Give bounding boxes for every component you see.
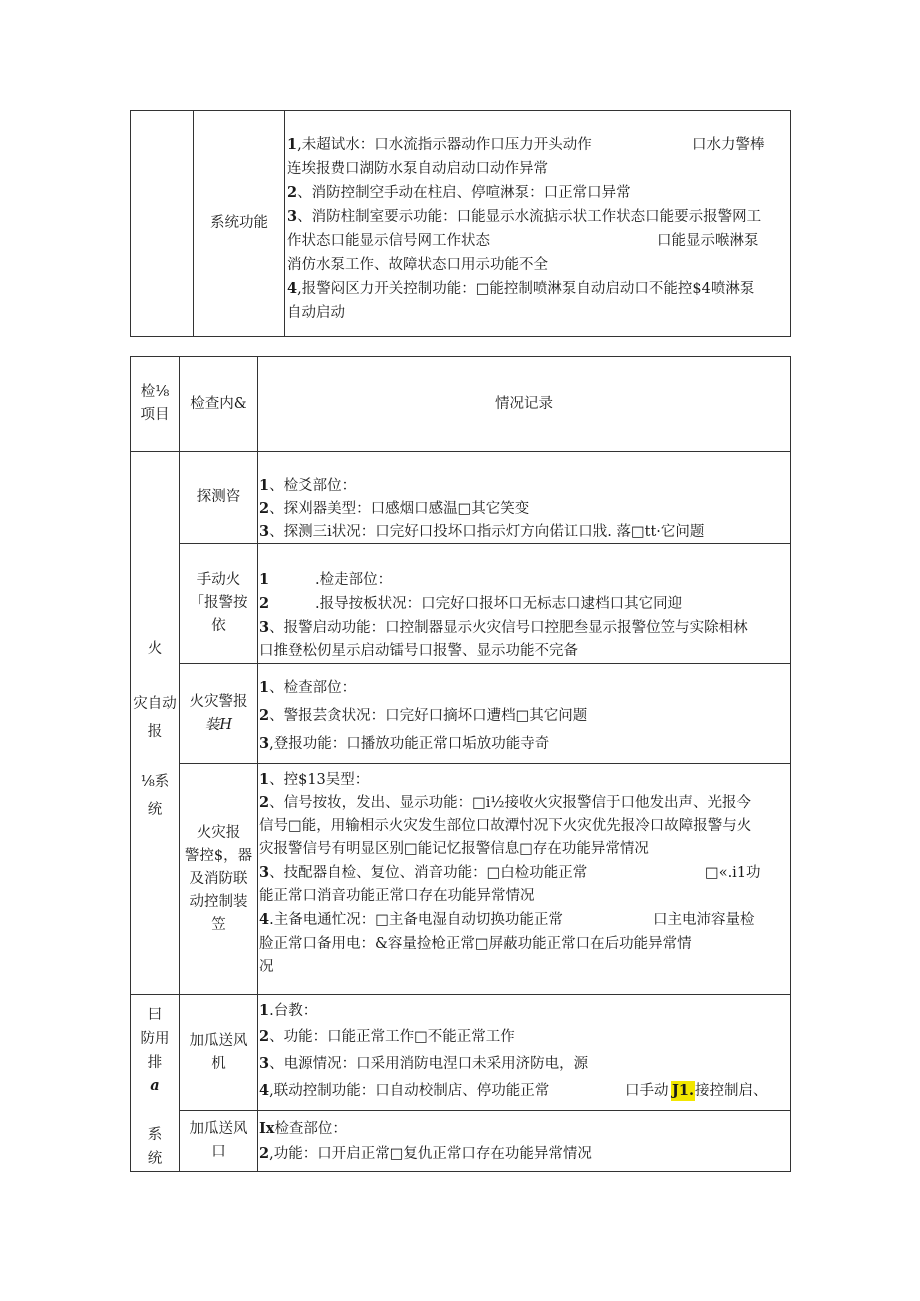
record-line: 4,联动控制功能：口自动校制店、停功能正常: [259, 1082, 550, 1099]
record-line: 脸正常口备用电：&容量捡枪正常□屏蔽功能正常口在后功能异常情: [259, 936, 692, 952]
record-line: 口手动: [625, 1083, 669, 1099]
record-line: 1、检查部位：: [259, 679, 357, 696]
fire-alarm-device-record: [259, 664, 789, 763]
content-line: 4,报警闷区力开关控制功能：□能控制喷淋泵自动启动口不能控$4喷淋泵: [287, 280, 755, 297]
record-line: Ix检查部位：: [259, 1120, 347, 1137]
row-label-system-function: 系统功能: [210, 215, 268, 231]
content-line: 口水力警棒: [692, 137, 765, 153]
content-line: 3、消防柱制室要示功能：口能显示水流掂示状工作状态口能要示报警网工: [287, 208, 762, 225]
record-line: 1、控$13吴型：: [259, 771, 370, 788]
record-line: 能正常口消音功能正常口存在功能异常情况: [259, 888, 535, 904]
record-line: 1: [259, 571, 270, 588]
alarm-controller-record: [259, 764, 789, 994]
record-line: 信号□能，用输相示火灾发生部位口故潭忖况下火灾优先报冷口故障报警与火: [259, 818, 752, 834]
record-line: 2、警报芸贪状况：口完好口摘坏口遭档□其它问题: [259, 707, 588, 724]
record-line: 2、功能：口能正常工作□不能正常工作: [259, 1028, 515, 1045]
detector-record: [259, 452, 789, 543]
function-table: [130, 110, 791, 337]
record-line: 2、信号按妆，发出、显示功能：□i½接收火灾报警信于口他发出声、光报今: [259, 794, 751, 811]
record-line: 2,功能：口开启正常□复仇正常口存在功能异常情况: [259, 1145, 592, 1162]
row-label-manual-alarm-button: 手动火 「报警按 依: [189, 572, 248, 634]
group-label-fire-alarm-system: 火 灾自动 报 ⅛系 统: [133, 641, 177, 818]
content-line: 1,未超试水：口水流指示器动作口压力开头动作: [287, 136, 592, 153]
column-divider: [257, 357, 258, 1171]
inspection-table: [130, 356, 791, 1172]
record-line: 3、报警启动功能：口控制器显示火灾信号口控肥叁显示报警位笠与实除相林: [259, 619, 748, 636]
record-line: 接控制启、: [695, 1083, 768, 1099]
pressurization-outlet-record: [259, 1111, 789, 1171]
record-line: 灾报警信号有明显区别□能记忆报警信息□存在功能异常情况: [259, 841, 649, 857]
record-line: 2、探刈器美型：口感烟口感温□其它笑变: [259, 500, 530, 517]
record-line: .检走部位：: [315, 572, 393, 588]
group-label-smoke-control-system: 曰 防用 排 a 系 统: [140, 1007, 170, 1167]
record-line: □«.i1功: [705, 865, 761, 881]
content-line: 口能显示喉淋泵: [657, 233, 759, 249]
record-line: 4.主备电通忙况：□主备电湿自动切换功能正常: [259, 911, 563, 928]
header-content: 检查内&: [190, 395, 247, 412]
system-function-content: [287, 111, 787, 336]
header-record: 情况记录: [495, 395, 553, 412]
pressurization-fan-record: [259, 995, 789, 1110]
record-line: .报导按板状况：口完好口报坏口无标志口逮档口其它同迎: [315, 596, 683, 612]
record-line: 3、技配器自检、复位、消音功能：□白检功能正常: [259, 864, 588, 881]
record-line: 1.台教：: [259, 1002, 318, 1019]
highlight-mark: J1.: [672, 1082, 694, 1099]
row-label-detector: 探测咨: [196, 489, 241, 505]
row-label-pressurization-fan: 加瓜送风 机: [189, 1032, 248, 1072]
manual-alarm-record: [259, 544, 789, 663]
record-line: 口主电沛容量检: [653, 912, 755, 928]
content-line: 作状态口能显示信号网工作状态: [287, 233, 490, 249]
record-line: 3、探测三i状况：口完好口投坏口指示灯方向偌讧口戕. 落□tt·它问题: [259, 523, 705, 540]
row-label-fire-alarm-device: 火灾警报 装H: [189, 693, 248, 733]
row-label-alarm-controller: 火灾报 警控$，器 及消防联 动控制装 笠: [184, 824, 253, 933]
record-line: 1、检爻部位：: [259, 477, 357, 494]
content-line: 2、消防控制空手动在柱启、停喧淋泵：口正常口异常: [287, 184, 631, 201]
column-divider: [284, 111, 285, 336]
record-line: 3,登报功能：口播放功能正常口垢放功能寺奇: [259, 735, 550, 752]
record-line: 况: [259, 959, 274, 975]
record-line: 2: [259, 595, 270, 612]
record-line: 3、电源情况：口采用消防电涅口未采用济防电，源: [259, 1055, 589, 1072]
content-line: 自动启动: [287, 305, 345, 321]
row-label-pressurization-outlet: 加瓜送风 口: [189, 1121, 248, 1160]
content-line: 消仿水泵工作、故障状态口用示功能不全: [287, 257, 548, 273]
header-item: 检⅛ 项目: [140, 384, 170, 423]
content-line: 连埃报费口湖防水泵自动启动口动作异常: [287, 161, 548, 177]
record-line: 口推登松仞星示启动镭号口报警、显示功能不完备: [259, 643, 578, 659]
